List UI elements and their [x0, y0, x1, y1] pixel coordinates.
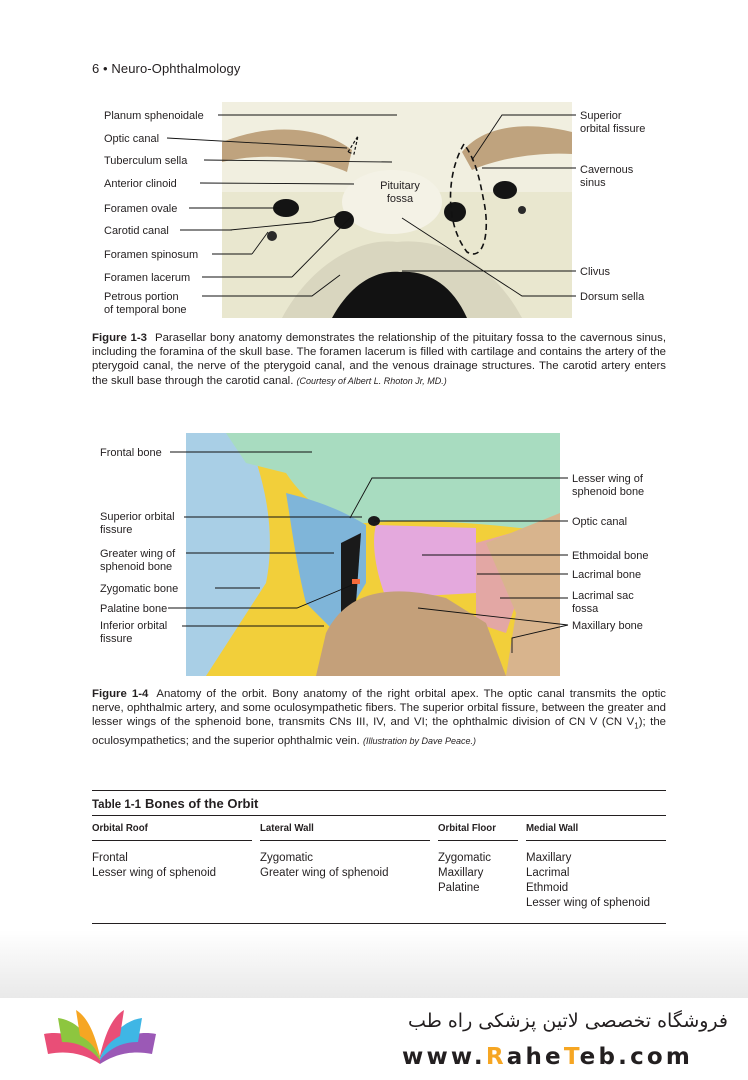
table-cell: Zygomatic — [438, 852, 492, 864]
label-foramen-spinosum: Foramen spinosum — [104, 249, 199, 261]
label-anterior-clinoid: Anterior clinoid — [104, 178, 177, 190]
label-superior-orbital: Superior orbital — [100, 511, 175, 523]
label-optic-canal: Optic canal — [104, 133, 160, 145]
table-name: Bones of the Orbit — [145, 796, 259, 811]
table-cell: Lacrimal — [526, 867, 570, 879]
figure-1-4 — [92, 433, 666, 677]
table-number: Table 1-1 — [92, 799, 141, 811]
figure-1-4-right-labels — [572, 473, 648, 632]
table-cell: Greater wing of sphenoid — [260, 867, 389, 879]
table-cell: Frontal — [92, 852, 128, 864]
figure-1-4-svg — [92, 433, 666, 677]
label-lacrimal-bone: Lacrimal bone — [572, 569, 642, 581]
figure-1-3-left-labels — [104, 110, 204, 316]
figure-1-4-caption-subscript: 1 — [634, 721, 639, 731]
label-superior: Superior — [580, 110, 622, 122]
label-foramen-lacerum: Foramen lacerum — [104, 272, 191, 284]
figure-1-4-caption — [92, 687, 666, 748]
table-col-orbital-floor — [438, 841, 526, 911]
table-cell: Palatine — [438, 882, 480, 894]
table-header-lateral-wall: Lateral Wall — [260, 822, 314, 834]
figure-1-3-caption-text: Parasellar bony anatomy demonstrates the relationship of the pituitary fossa to the cavernous sinus, including the foramina of the skull base. The foramen lacerum is filled with cartilage and contains the artery of the pterygoid canal, the nerve of the pterygoid canal, and the venous drainage structures. The carotid artery enters the skull base through the carotid canal. — [92, 332, 667, 387]
label-cavernous: Cavernous — [580, 164, 634, 176]
label-ethmoidal-bone: Ethmoidal bone — [572, 550, 649, 562]
parasellar-photo — [222, 102, 572, 318]
book-logo-icon — [40, 1008, 160, 1073]
label-maxillary-bone: Maxillary bone — [572, 620, 643, 632]
label-petrous-portion-2: of temporal bone — [104, 304, 187, 316]
figure-1-3-right-labels — [580, 110, 645, 303]
label-sinus: sinus — [580, 177, 606, 189]
table-col-medial-wall — [526, 841, 666, 911]
label-inferior-orbital: Inferior orbital — [100, 620, 168, 632]
table-body-row — [92, 841, 666, 911]
figure-1-4-caption-text: Anatomy of the orbit. Bony anatomy of the right orbital apex. The optic canal transmits the optic nerve, ophthalmic artery, and some oculosympathetic fibers. The superior orbital fissure, between the greater and lesser wings of the sphenoid bone, transmits CNs III, IV, and VI; the ophthalmic division of CN V (CN V — [92, 688, 666, 729]
label-lacrimal-sac: Lacrimal sac — [572, 590, 634, 602]
table-header-orbital-roof: Orbital Roof — [92, 822, 148, 834]
label-zygomatic-bone: Zygomatic bone — [100, 583, 179, 595]
label-pituitary: Pituitary — [380, 180, 420, 192]
url-t: T — [563, 1044, 580, 1070]
label-fossa: fossa — [386, 193, 414, 205]
figure-1-4-credit: (Illustration by Dave Peace.) — [363, 735, 477, 746]
table-cell: Lesser wing of sphenoid — [526, 897, 651, 909]
running-head: 6 • Neuro-Ophthalmology — [92, 61, 241, 76]
label-dorsum-sella: Dorsum sella — [580, 291, 645, 303]
table-col-lateral-wall — [260, 841, 438, 911]
label-palatine-bone: Palatine bone — [100, 603, 168, 615]
table-title — [92, 791, 666, 815]
label-lesser-wing: Lesser wing of — [572, 473, 643, 485]
label-optic-canal-right: Optic canal — [572, 516, 628, 528]
table-cell: Maxillary — [526, 852, 572, 864]
label-planum-sphenoidale: Planum sphenoidale — [104, 110, 204, 122]
table-header-orbital-floor: Orbital Floor — [438, 822, 496, 834]
figure-1-3-number: Figure 1-3 — [92, 332, 147, 344]
orbit-illustration — [186, 433, 560, 676]
figure-1-3-svg — [92, 100, 666, 322]
label-fossa-right: fossa — [572, 603, 599, 615]
page-bottom-shadow — [0, 930, 748, 998]
url-mid: ahe — [506, 1044, 564, 1070]
table-cell: Zygomatic — [260, 852, 314, 864]
label-fissure-1: fissure — [100, 524, 133, 536]
table-cell: Ethmoid — [526, 882, 569, 894]
figure-1-3-credit: (Courtesy of Albert L. Rhoton Jr, MD.) — [296, 375, 447, 386]
label-petrous-portion: Petrous portion — [104, 291, 179, 303]
label-clivus: Clivus — [580, 266, 610, 278]
figure-1-3-caption — [92, 331, 666, 388]
store-url[interactable] — [402, 1044, 693, 1070]
table-col-orbital-roof — [92, 841, 260, 911]
label-sphenoid-bone-left: sphenoid bone — [100, 561, 173, 573]
figure-1-4-number: Figure 1-4 — [92, 688, 149, 700]
label-greater-wing: Greater wing of — [100, 548, 176, 560]
url-r: R — [485, 1044, 507, 1070]
table-1-1 — [92, 790, 666, 924]
label-fissure-2: fissure — [100, 633, 133, 645]
figure-1-3 — [92, 100, 666, 322]
figure-1-4-caption-text-2: ); the oculosympathetics; and the superior ophthalmic vein. — [92, 716, 666, 747]
table-header-row — [92, 816, 666, 840]
url-prefix: www. — [402, 1044, 486, 1070]
table-cell: Maxillary — [438, 867, 484, 879]
store-name: فروشگاه تخصصی لاتین پزشکی راه طب — [408, 1010, 728, 1032]
label-carotid-canal: Carotid canal — [104, 225, 169, 237]
url-suffix: eb.com — [579, 1044, 694, 1070]
label-foramen-ovale: Foramen ovale — [104, 203, 178, 215]
table-header-medial-wall: Medial Wall — [526, 822, 579, 834]
label-tuberculum-sella: Tuberculum sella — [104, 155, 188, 167]
label-frontal-bone: Frontal bone — [100, 447, 162, 459]
label-sphenoid-bone-right: sphenoid bone — [572, 486, 645, 498]
figure-1-4-left-labels — [100, 447, 178, 645]
label-orbital-fissure: orbital fissure — [580, 123, 646, 135]
table-cell: Lesser wing of sphenoid — [92, 867, 217, 879]
